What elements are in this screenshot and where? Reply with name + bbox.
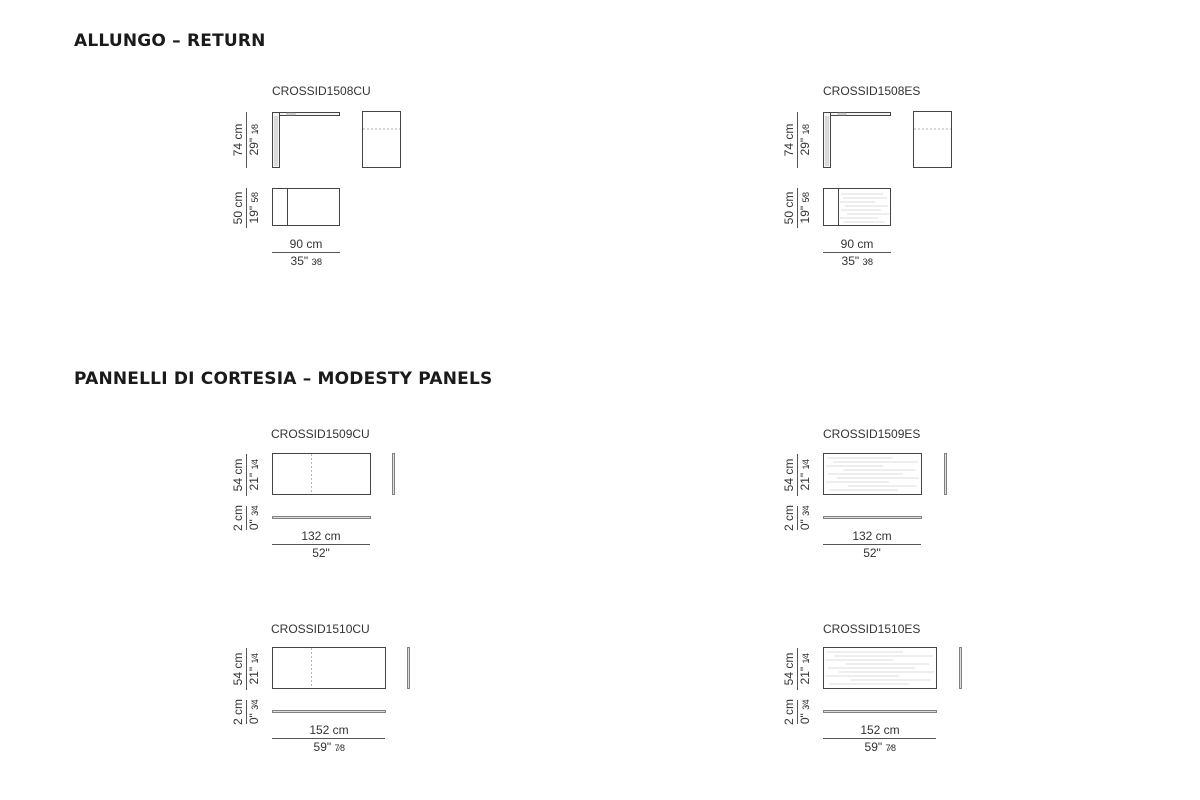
depth-cm-label: 50 cm <box>782 191 796 225</box>
section-title-return: ALLUNGO – RETURN <box>74 31 266 51</box>
top-view-drawing <box>272 188 342 228</box>
top-view-drawing <box>272 515 372 521</box>
width-inch-label: 52" <box>863 546 881 560</box>
front-view-drawing <box>272 647 388 691</box>
height-inch-label: 21" 1⁄4 <box>247 653 261 685</box>
front-view-drawing <box>272 453 372 497</box>
height-cm-label: 74 cm <box>231 123 245 157</box>
product-code: CROSSID1509ES <box>823 427 921 441</box>
width-cm-label: 152 cm <box>860 723 900 737</box>
width-dimension-line <box>272 544 370 545</box>
side-view-drawing <box>958 647 964 691</box>
height-inch-label: 29" 1⁄8 <box>798 124 812 156</box>
depth-cm-label: 2 cm <box>782 699 796 726</box>
section-title-modesty-panels: PANNELLI DI CORTESIA – MODESTY PANELS <box>74 369 493 389</box>
product-code: CROSSID1509CU <box>271 427 370 441</box>
depth-inch-label: 19" 5⁄8 <box>247 192 261 224</box>
height-inch-label: 21" 1⁄4 <box>798 653 812 685</box>
width-dimension-line <box>823 738 936 739</box>
side-view-drawing <box>362 110 404 170</box>
top-view-drawing <box>823 188 893 228</box>
width-cm-label: 90 cm <box>840 237 874 251</box>
height-cm-label: 54 cm <box>782 458 796 492</box>
depth-inch-label: 0" 3⁄4 <box>798 505 812 531</box>
height-inch-label: 21" 1⁄4 <box>798 459 812 491</box>
width-inch-label: 52" <box>312 546 330 560</box>
width-dimension-line <box>823 544 921 545</box>
side-view-drawing <box>391 453 397 497</box>
height-inch-label: 21" 1⁄4 <box>247 459 261 491</box>
depth-cm-label: 2 cm <box>782 505 796 532</box>
top-view-drawing <box>272 709 388 715</box>
width-dimension-line <box>272 738 385 739</box>
width-dimension-line <box>272 252 340 253</box>
depth-inch-label: 0" 3⁄4 <box>798 699 812 725</box>
depth-cm-label: 2 cm <box>231 505 245 532</box>
side-view-drawing <box>913 110 955 170</box>
depth-cm-label: 50 cm <box>231 191 245 225</box>
width-inch-label: 59" 7⁄8 <box>864 740 896 754</box>
side-view-drawing <box>406 647 412 691</box>
width-cm-label: 152 cm <box>309 723 349 737</box>
width-inch-label: 59" 7⁄8 <box>313 740 345 754</box>
width-cm-label: 132 cm <box>301 529 341 543</box>
depth-inch-label: 0" 3⁄4 <box>247 505 261 531</box>
width-inch-label: 35" 3⁄8 <box>841 254 873 268</box>
depth-inch-label: 19" 5⁄8 <box>798 192 812 224</box>
depth-cm-label: 2 cm <box>231 699 245 726</box>
height-inch-label: 29" 1⁄8 <box>247 124 261 156</box>
width-cm-label: 90 cm <box>289 237 323 251</box>
height-cm-label: 54 cm <box>231 458 245 492</box>
width-dimension-line <box>823 252 891 253</box>
height-cm-label: 54 cm <box>782 652 796 686</box>
product-code: CROSSID1510ES <box>823 622 921 636</box>
top-view-drawing <box>823 709 939 715</box>
width-inch-label: 35" 3⁄8 <box>290 254 322 268</box>
height-cm-label: 54 cm <box>231 652 245 686</box>
front-view-drawing <box>272 110 342 170</box>
top-view-drawing <box>823 515 923 521</box>
front-view-drawing <box>823 110 893 170</box>
side-view-drawing <box>943 453 949 497</box>
product-code: CROSSID1510CU <box>271 622 370 636</box>
product-code: CROSSID1508CU <box>272 84 371 98</box>
depth-inch-label: 0" 3⁄4 <box>247 699 261 725</box>
height-cm-label: 74 cm <box>782 123 796 157</box>
width-cm-label: 132 cm <box>852 529 892 543</box>
front-view-drawing <box>823 647 939 691</box>
product-code: CROSSID1508ES <box>823 84 921 98</box>
front-view-drawing <box>823 453 923 497</box>
